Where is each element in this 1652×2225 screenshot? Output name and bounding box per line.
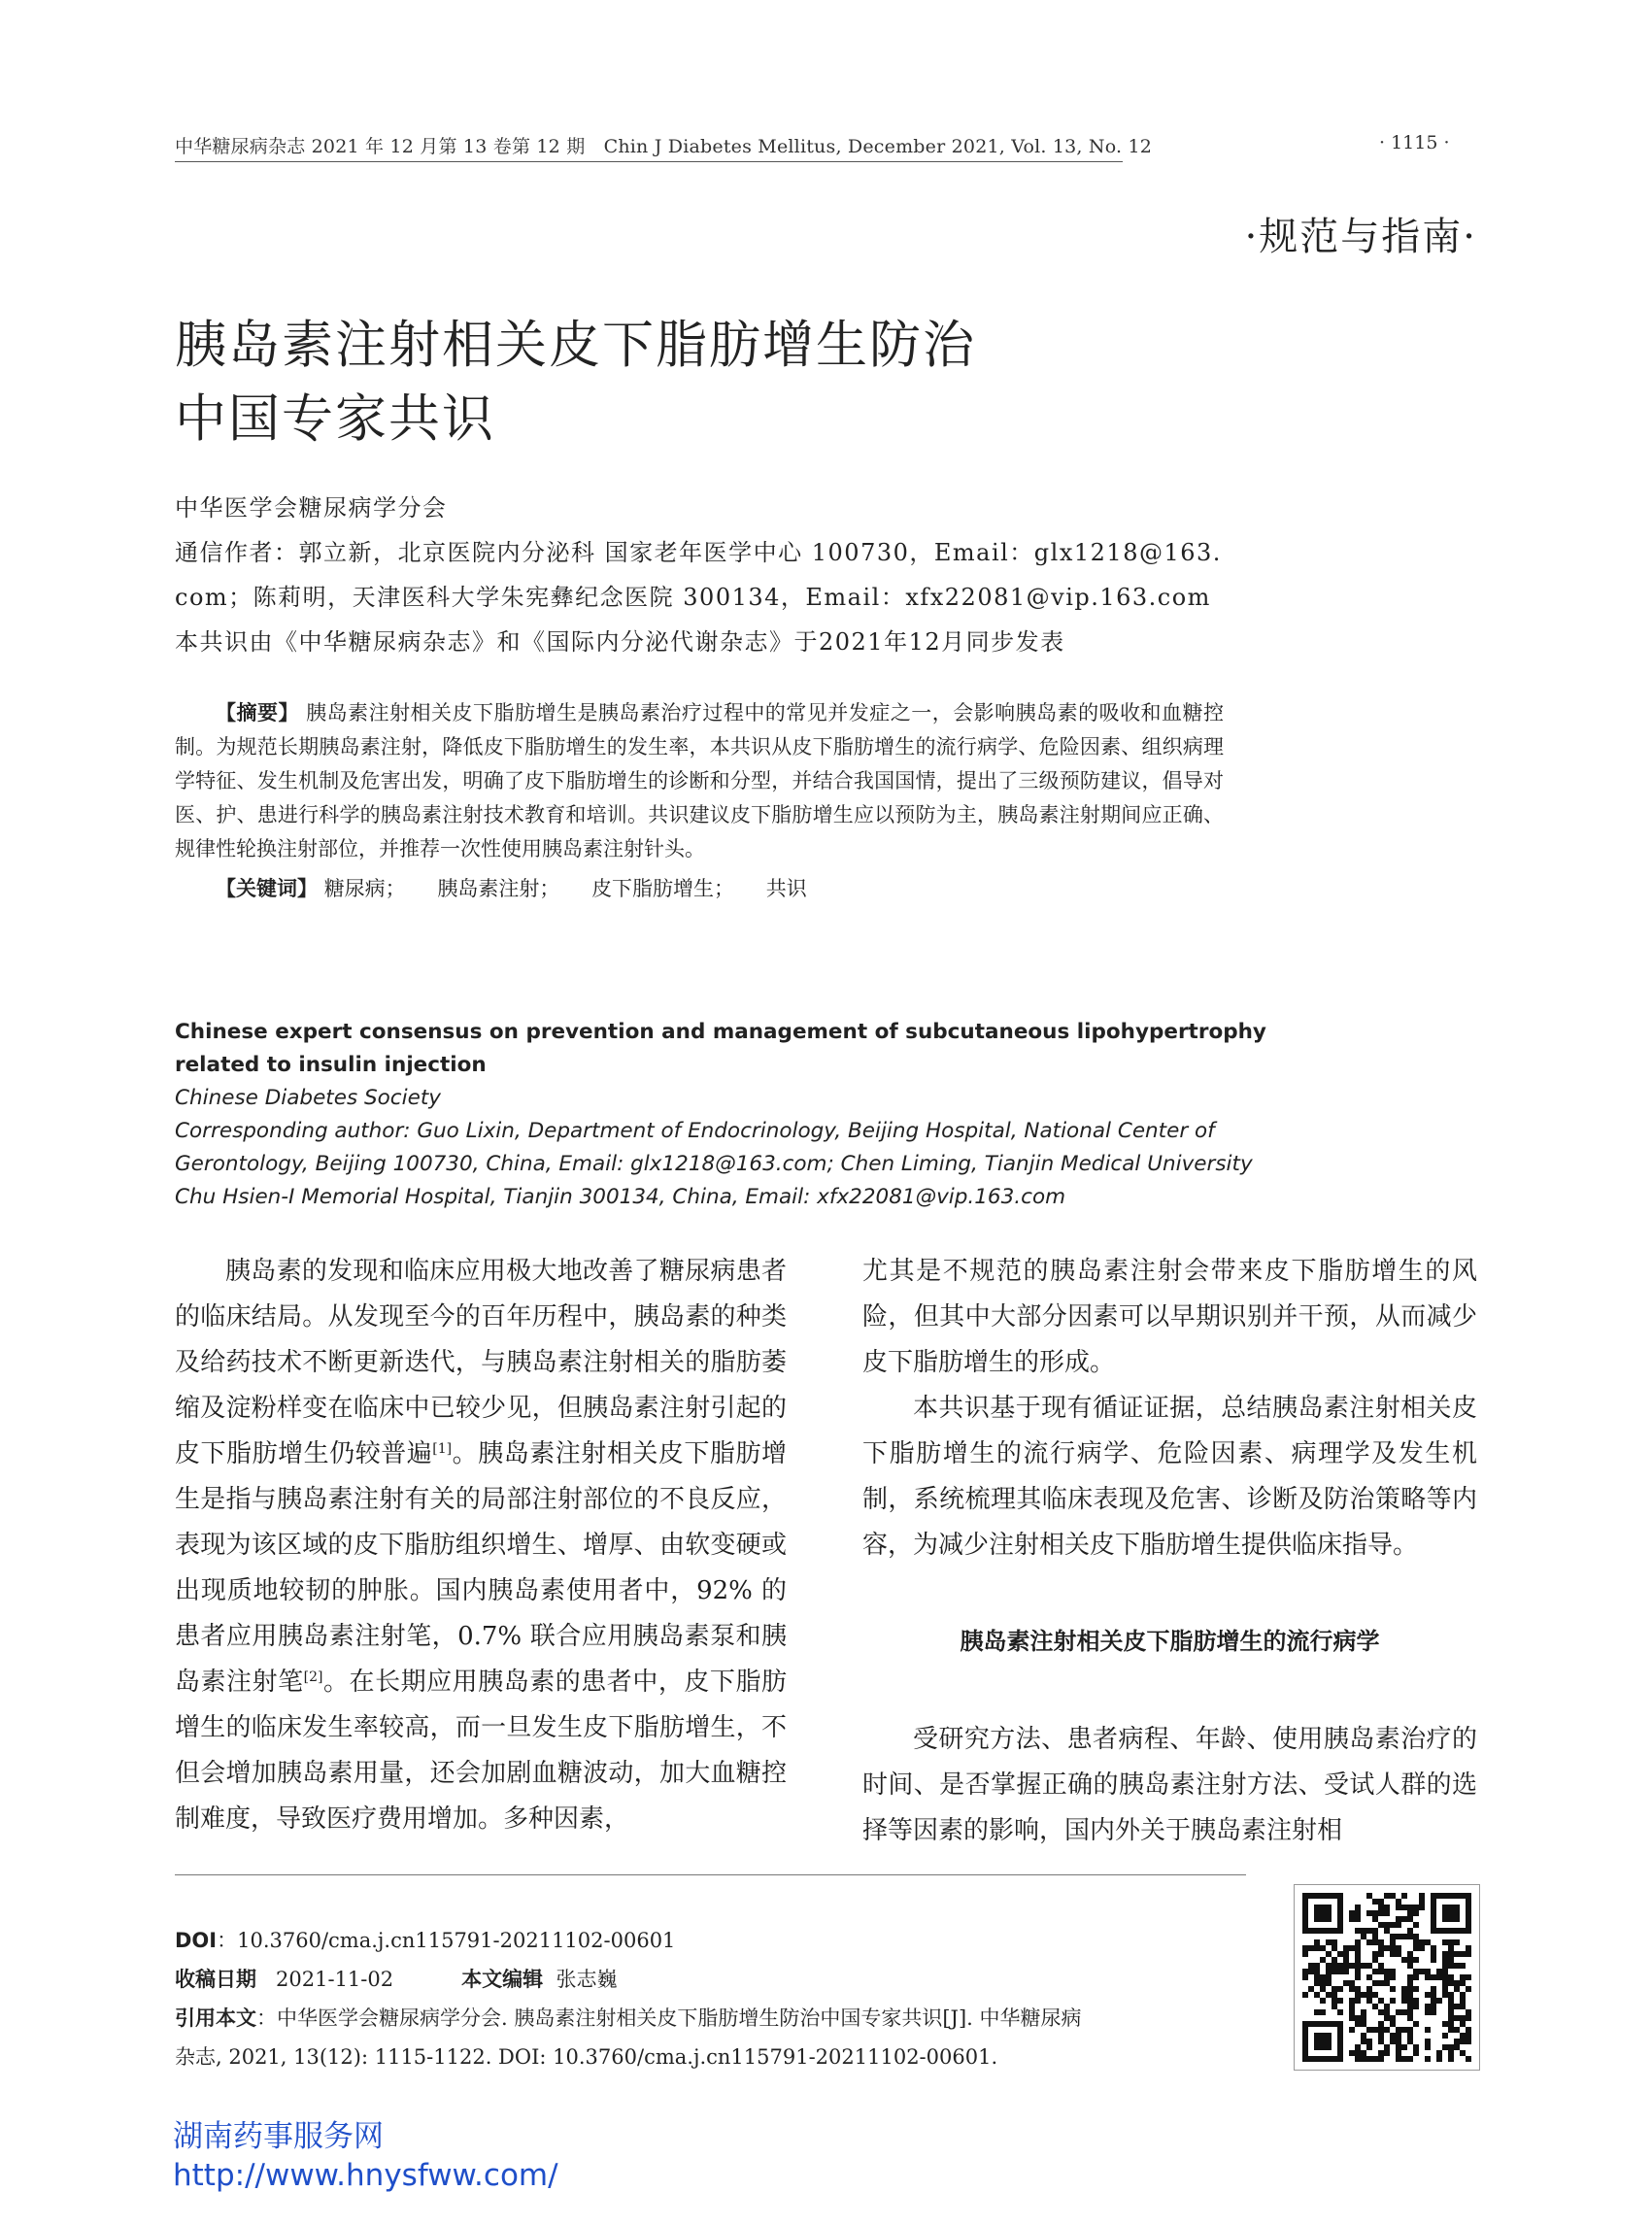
section-heading: 胰岛素注射相关皮下脂肪增生的流行病学 [960, 1628, 1380, 1655]
english-title-line-2: related to insulin injection [175, 1053, 487, 1077]
english-title-line-1: Chinese expert consensus on prevention and management of subcutaneous lipohypertrophy [175, 1020, 1266, 1044]
abstract [175, 696, 1224, 906]
author-block [175, 486, 1222, 664]
citation-link[interactable]: [1] [432, 1441, 453, 1457]
corresponding-line-1: 通信作者：郭立新，北京医院内分泌科 国家老年医学中心 100730，Email：glx1218@163. [175, 539, 1222, 566]
cite-label: 引用本文 [175, 2006, 256, 2030]
running-header: 中华糖尿病杂志 2021 年 12 月第 13 卷第 12 期 Chin J Diabetes Mellitus, December 2021, Vol. 13, No. 12 [175, 136, 1153, 157]
received-label: 收稿日期 [175, 1968, 256, 1991]
abstract-label: 【摘要】 [216, 701, 299, 725]
doi-label: DOI [175, 1929, 218, 1952]
english-society: Chinese Diabetes Society [175, 1086, 441, 1110]
body-paragraph [175, 1249, 787, 1842]
doi-line [175, 1921, 1248, 1960]
english-corresponding-2: Gerontology, Beijing 100730, China, Email: glx1218@163.com; Chen Liming, Tianjin Medical University [175, 1152, 1253, 1176]
corresponding-line-2: com；陈莉明，天津医科大学朱宪彝纪念医院 300134，Email：xfx22081@vip.163.com [175, 584, 1211, 611]
received-date: 2021-11-02 [276, 1968, 394, 1991]
citation-line-1 [175, 1999, 1248, 2038]
keyword: 共识 [765, 877, 807, 900]
sync-publication-note: 本共识由《中华糖尿病杂志》和《国际内分泌代谢杂志》于2021年12月同步发表 [175, 628, 1065, 656]
keyword: 糖尿病； [323, 877, 406, 900]
editor-name: 张志巍 [556, 1968, 618, 1991]
english-abstract-header [175, 1016, 1266, 1214]
qr-finder-pattern [1431, 1893, 1471, 1934]
header-rule [175, 161, 1123, 162]
keywords [175, 872, 1224, 906]
body-text: 。在长期应用胰岛素的患者中，皮下脂肪增生的临床发生率较高，而一旦发生皮下脂肪增生，不但会增加胰岛素用量，还会加剧血糖波动，加大血糖控制难度，导致医疗费用增加。多种因素， [175, 1668, 787, 1834]
cite-text: ：中华医学会糖尿病学分会. 胰岛素注射相关皮下脂肪增生防治中国专家共识[J]. 中华糖尿病 [256, 2006, 1082, 2030]
page-number: · 1115 · [1379, 132, 1450, 153]
english-corresponding-1: Corresponding author: Guo Lixin, Department of Endocrinology, Beijing Hospital, National Center of [175, 1119, 1215, 1143]
watermark-site-name: 湖南药事服务网 [173, 2119, 384, 2154]
keyword: 胰岛素注射； [437, 877, 560, 900]
qr-code-icon[interactable] [1294, 1884, 1480, 2071]
doi-value[interactable]: ：10.3760/cma.j.cn115791-20211102-00601 [217, 1929, 676, 1952]
body-column-left [175, 1249, 787, 1842]
english-corresponding-3: Chu Hsien-I Memorial Hospital, Tianjin 300134, China, Email: xfx22081@vip.163.com [175, 1185, 1066, 1209]
received-line [175, 1960, 1248, 1999]
qr-finder-pattern [1302, 1893, 1343, 1934]
watermark-url[interactable]: http://www.hnysfww.com/ [173, 2158, 558, 2193]
body-text: 。胰岛素注射相关皮下脂肪增生是指与胰岛素注射有关的局部注射部位的不良反应，表现为该区域的皮下脂肪组织增生、增厚、由软变硬或出现质地较韧的肿胀。国内胰岛素使用者中，92% 的患者应用胰岛素注射笔，0.7% 联合应用胰岛素泵和胰岛素注射笔 [175, 1439, 787, 1697]
author-org: 中华医学会糖尿病学分会 [175, 494, 448, 522]
title-line-1: 胰岛素注射相关皮下脂肪增生防治 [175, 316, 976, 375]
body-paragraph: 受研究方法、患者病程、年龄、使用胰岛素治疗的时间、是否掌握正确的胰岛素注射方法、受试人群的选择等因素的影响，国内外关于胰岛素注射相 [862, 1725, 1477, 1845]
article-footer [175, 1921, 1248, 2076]
body-paragraph: 本共识基于现有循证证据，总结胰岛素注射相关皮下脂肪增生的流行病学、危险因素、病理学及发生机制，系统梳理其临床表现及危害、诊断及防治策略等内容，为减少注射相关皮下脂肪增生提供临床指导。 [862, 1394, 1477, 1560]
keywords-label: 【关键词】 [216, 877, 318, 900]
article-title [175, 309, 976, 456]
editor-label: 本文编辑 [461, 1968, 544, 1991]
footer-rule [175, 1874, 1246, 1875]
watermark [173, 2117, 558, 2195]
section-label: ·规范与指南· [1244, 215, 1477, 259]
citation-link[interactable]: [2] [303, 1669, 323, 1685]
body-paragraph: 尤其是不规范的胰岛素注射会带来皮下脂肪增生的风险，但其中大部分因素可以早期识别并干预，从而减少皮下脂肪增生的形成。 [862, 1257, 1477, 1377]
keyword: 皮下脂肪增生； [591, 877, 735, 900]
qr-code-graphic [1295, 1885, 1479, 2070]
citation-line-2: 杂志, 2021, 13(12): 1115-1122. DOI: 10.3760/cma.j.cn115791-20211102-00601. [175, 2045, 998, 2069]
body-text: 胰岛素的发现和临床应用极大地改善了糖尿病患者的临床结局。从发现至今的百年历程中，胰岛素的种类及给药技术不断更新迭代，与胰岛素注射相关的脂肪萎缩及淀粉样变在临床中已较少见，但胰岛素注射引起的皮下脂肪增生仍较普遍 [175, 1257, 787, 1468]
body-column-right [862, 1249, 1477, 1854]
abstract-text: 胰岛素注射相关皮下脂肪增生是胰岛素治疗过程中的常见并发症之一，会影响胰岛素的吸收和血糖控制。为规范长期胰岛素注射，降低皮下脂肪增生的发生率，本共识从皮下脂肪增生的流行病学、危险因素、组织病理学特征、发生机制及危害出发，明确了皮下脂肪增生的诊断和分型，并结合我国国情，提出了三级预防建议，倡导对医、护、患进行科学的胰岛素注射技术教育和培训。共识建议皮下脂肪增生应以预防为主，胰岛素注射期间应正确、规律性轮换注射部位，并推荐一次性使用胰岛素注射针头。 [175, 701, 1225, 860]
title-line-2: 中国专家共识 [175, 389, 495, 449]
qr-finder-pattern [1302, 2021, 1343, 2062]
abstract-paragraph [175, 696, 1224, 866]
